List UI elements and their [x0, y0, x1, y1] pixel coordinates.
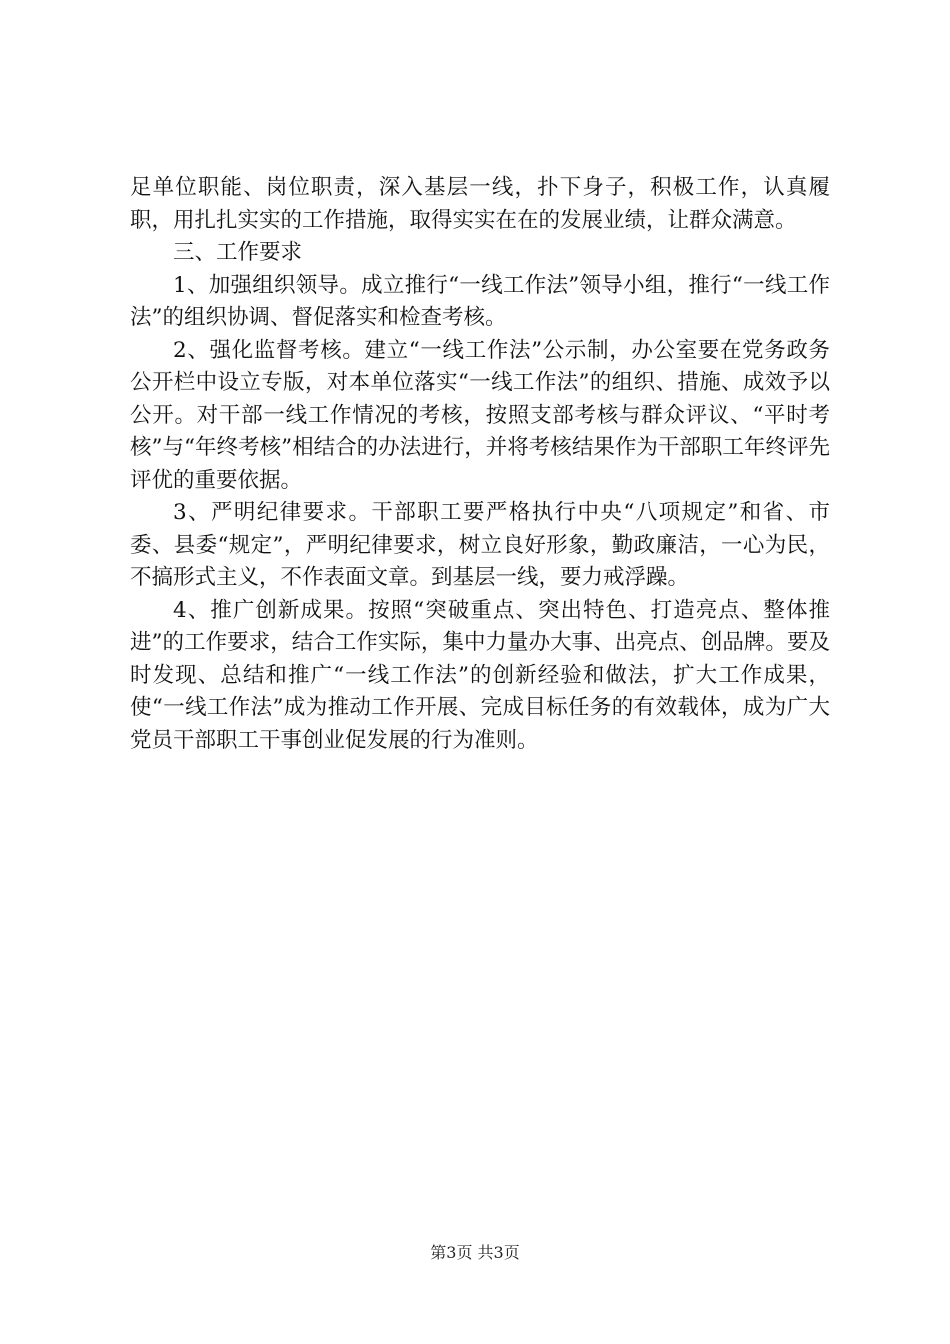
paragraph-item-2: 2、强化监督考核。建立“一线工作法”公示制，办公室要在党务政务公开栏中设立专版，对本单位落实“一线工作法”的组织、措施、成效予以公开。对干部一线工作情况的考核，按照支部考核与群众评议、“平时考核”与“年终考核”相结合的办法进行，并将考核结果作为干部职工年终评先评优的重要依据。	[130, 337, 830, 493]
page-number-label: 第3页 共3页	[430, 1243, 520, 1262]
paragraph-continuation: 足单位职能、岗位职责，深入基层一线，扑下身子，积极工作，认真履职，用扎扎实实的工作措施，取得实实在在的发展业绩，让群众满意。	[130, 175, 830, 233]
section-heading-work-requirements: 三、工作要求	[173, 240, 303, 265]
paragraph-item-3: 3、严明纪律要求。干部职工要严格执行中央“八项规定”和省、市委、县委“规定”，严明纪律要求，树立良好形象，勤政廉洁，一心为民，不搞形式主义，不作表面文章。到基层一线，要力戒浮躁。	[130, 500, 830, 590]
page-footer	[0, 1243, 950, 1263]
paragraph-item-1: 1、加强组织领导。成立推行“一线工作法”领导小组，推行“一线工作法”的组织协调、督促落实和检查考核。	[130, 272, 830, 330]
document-body	[130, 172, 830, 757]
paragraph-item-4: 4、推广创新成果。按照“突破重点、突出特色、打造亮点、整体推进”的工作要求，结合工作实际，集中力量办大事、出亮点、创品牌。要及时发现、总结和推广“一线工作法”的创新经验和做法，扩大工作成果，使“一线工作法”成为推动工作开展、完成目标任务的有效载体，成为广大党员干部职工干事创业促发展的行为准则。	[130, 597, 830, 753]
